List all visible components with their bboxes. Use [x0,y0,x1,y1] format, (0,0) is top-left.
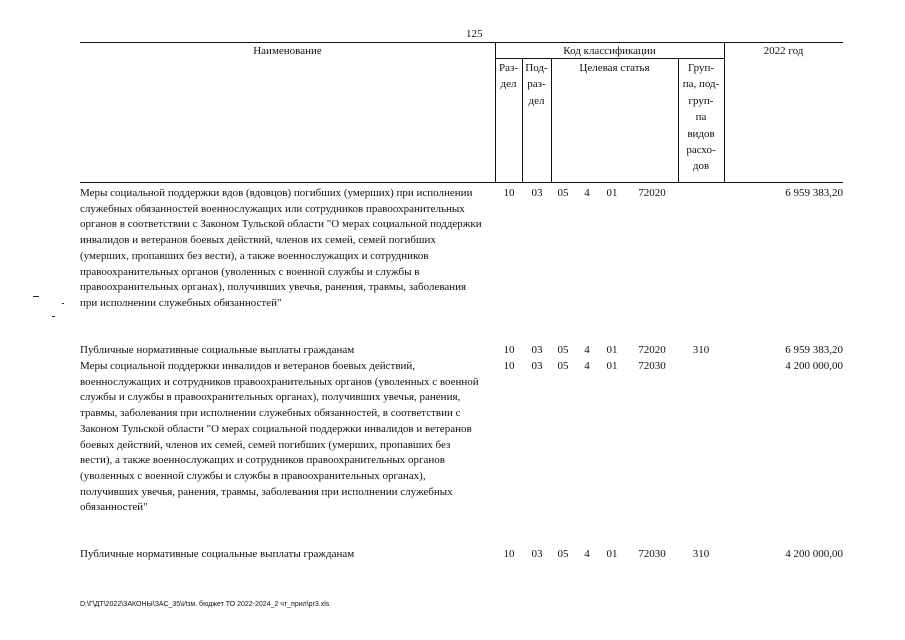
row-cs-direction: 72020 [638,187,666,199]
row-podrazdel: 03 [531,548,543,560]
header-section: Раз- дел [498,62,518,91]
header-target-article: Целевая статья [579,62,650,74]
row-razdel: 10 [503,187,515,199]
row-podrazdel: 03 [531,344,543,356]
row-cs-event: 01 [606,187,618,199]
scan-mark [62,303,64,304]
row-cs-event: 01 [606,344,618,356]
header-subsection: Под- раз- дел [525,62,548,107]
row-name: Меры социальной поддержки вдов (вдовцов) погибших (умерших) при исполнении служебных обязанностей военнослужащих или сотрудников правоохранительных органов в соответствии с Законом Тульской области "О мерах социальной поддержки инвалидов и ветеранов боевых действий, членов их семей, семей погибших (умерших, пропавших без вести), а также военнослужащих и сотрудников правоохранительных органов (уволенных с военной службы и службы в правоохранительных органах), получивших увечья, ранения, травмы, заболевания при исполнении служебных обязанностей" [80,187,482,309]
row-cs-event: 01 [606,360,618,372]
row-cs-direction: 72030 [638,548,666,560]
row-cs-direction: 72030 [638,360,666,372]
row-cs-type: 4 [584,548,590,560]
table-header [80,42,843,183]
header-bottom-border [80,182,843,183]
row-cs-program: 05 [557,344,569,356]
row-podrazdel: 03 [531,360,543,372]
row-cs-program: 05 [557,187,569,199]
row-cs-type: 4 [584,360,590,372]
row-cs-type: 4 [584,344,590,356]
row-razdel: 10 [503,548,515,560]
row-cs-direction: 72020 [638,344,666,356]
row-amount: 4 200 000,00 [785,548,843,560]
row-razdel: 10 [503,360,515,372]
file-path-footer: D:\Г\ДТ\2022\ЗАКОНЫ\ЗАС_35\Изм. бюджет ТО 2022-2024_2 чт_прил\pr3.xls [80,601,330,608]
header-code: Код классификации [563,45,656,57]
row-vid: 310 [692,344,710,356]
row-amount: 6 959 383,20 [785,344,843,356]
col-divider [551,58,552,183]
page-number: 125 [466,28,483,40]
row-razdel: 10 [503,344,515,356]
scan-mark [33,296,39,297]
row-amount: 4 200 000,00 [785,360,843,372]
row-cs-program: 05 [557,548,569,560]
col-divider [724,42,725,183]
row-name: Публичные нормативные социальные выплаты гражданам [80,344,355,356]
scan-mark [52,316,55,317]
header-expense-group: Груп- па, под- груп- па видов расхо- дов [682,62,720,173]
header-name: Наименование [253,45,322,57]
row-podrazdel: 03 [531,187,543,199]
row-name: Меры социальной поддержки инвалидов и ветеранов боевых действий, военнослужащих и сотрудников правоохранительных органов (уволенных с военной службы и службы в правоохранительных органах), получивших увечья, ранения, травмы, заболевания при исполнении служебных обязанностей, в соответствии с Законом Тульской области "О мерах социальной поддержки инвалидов и ветеранов боевых действий, членов их семей, семей погибших (умерших, пропавших без вести), а также военнослужащих и сотрудников правоохранительных органов (уволенных с военной службы и службы в правоохранительных органах), получивших увечья, ранения, травмы, заболевания при исполнении служебных обязанностей" [80,360,479,514]
row-cs-event: 01 [606,548,618,560]
row-name: Публичные нормативные социальные выплаты гражданам [80,548,355,560]
row-amount: 6 959 383,20 [785,187,843,199]
header-year: 2022 год [763,45,804,57]
row-cs-type: 4 [584,187,590,199]
row-vid: 310 [692,548,710,560]
row-cs-program: 05 [557,360,569,372]
